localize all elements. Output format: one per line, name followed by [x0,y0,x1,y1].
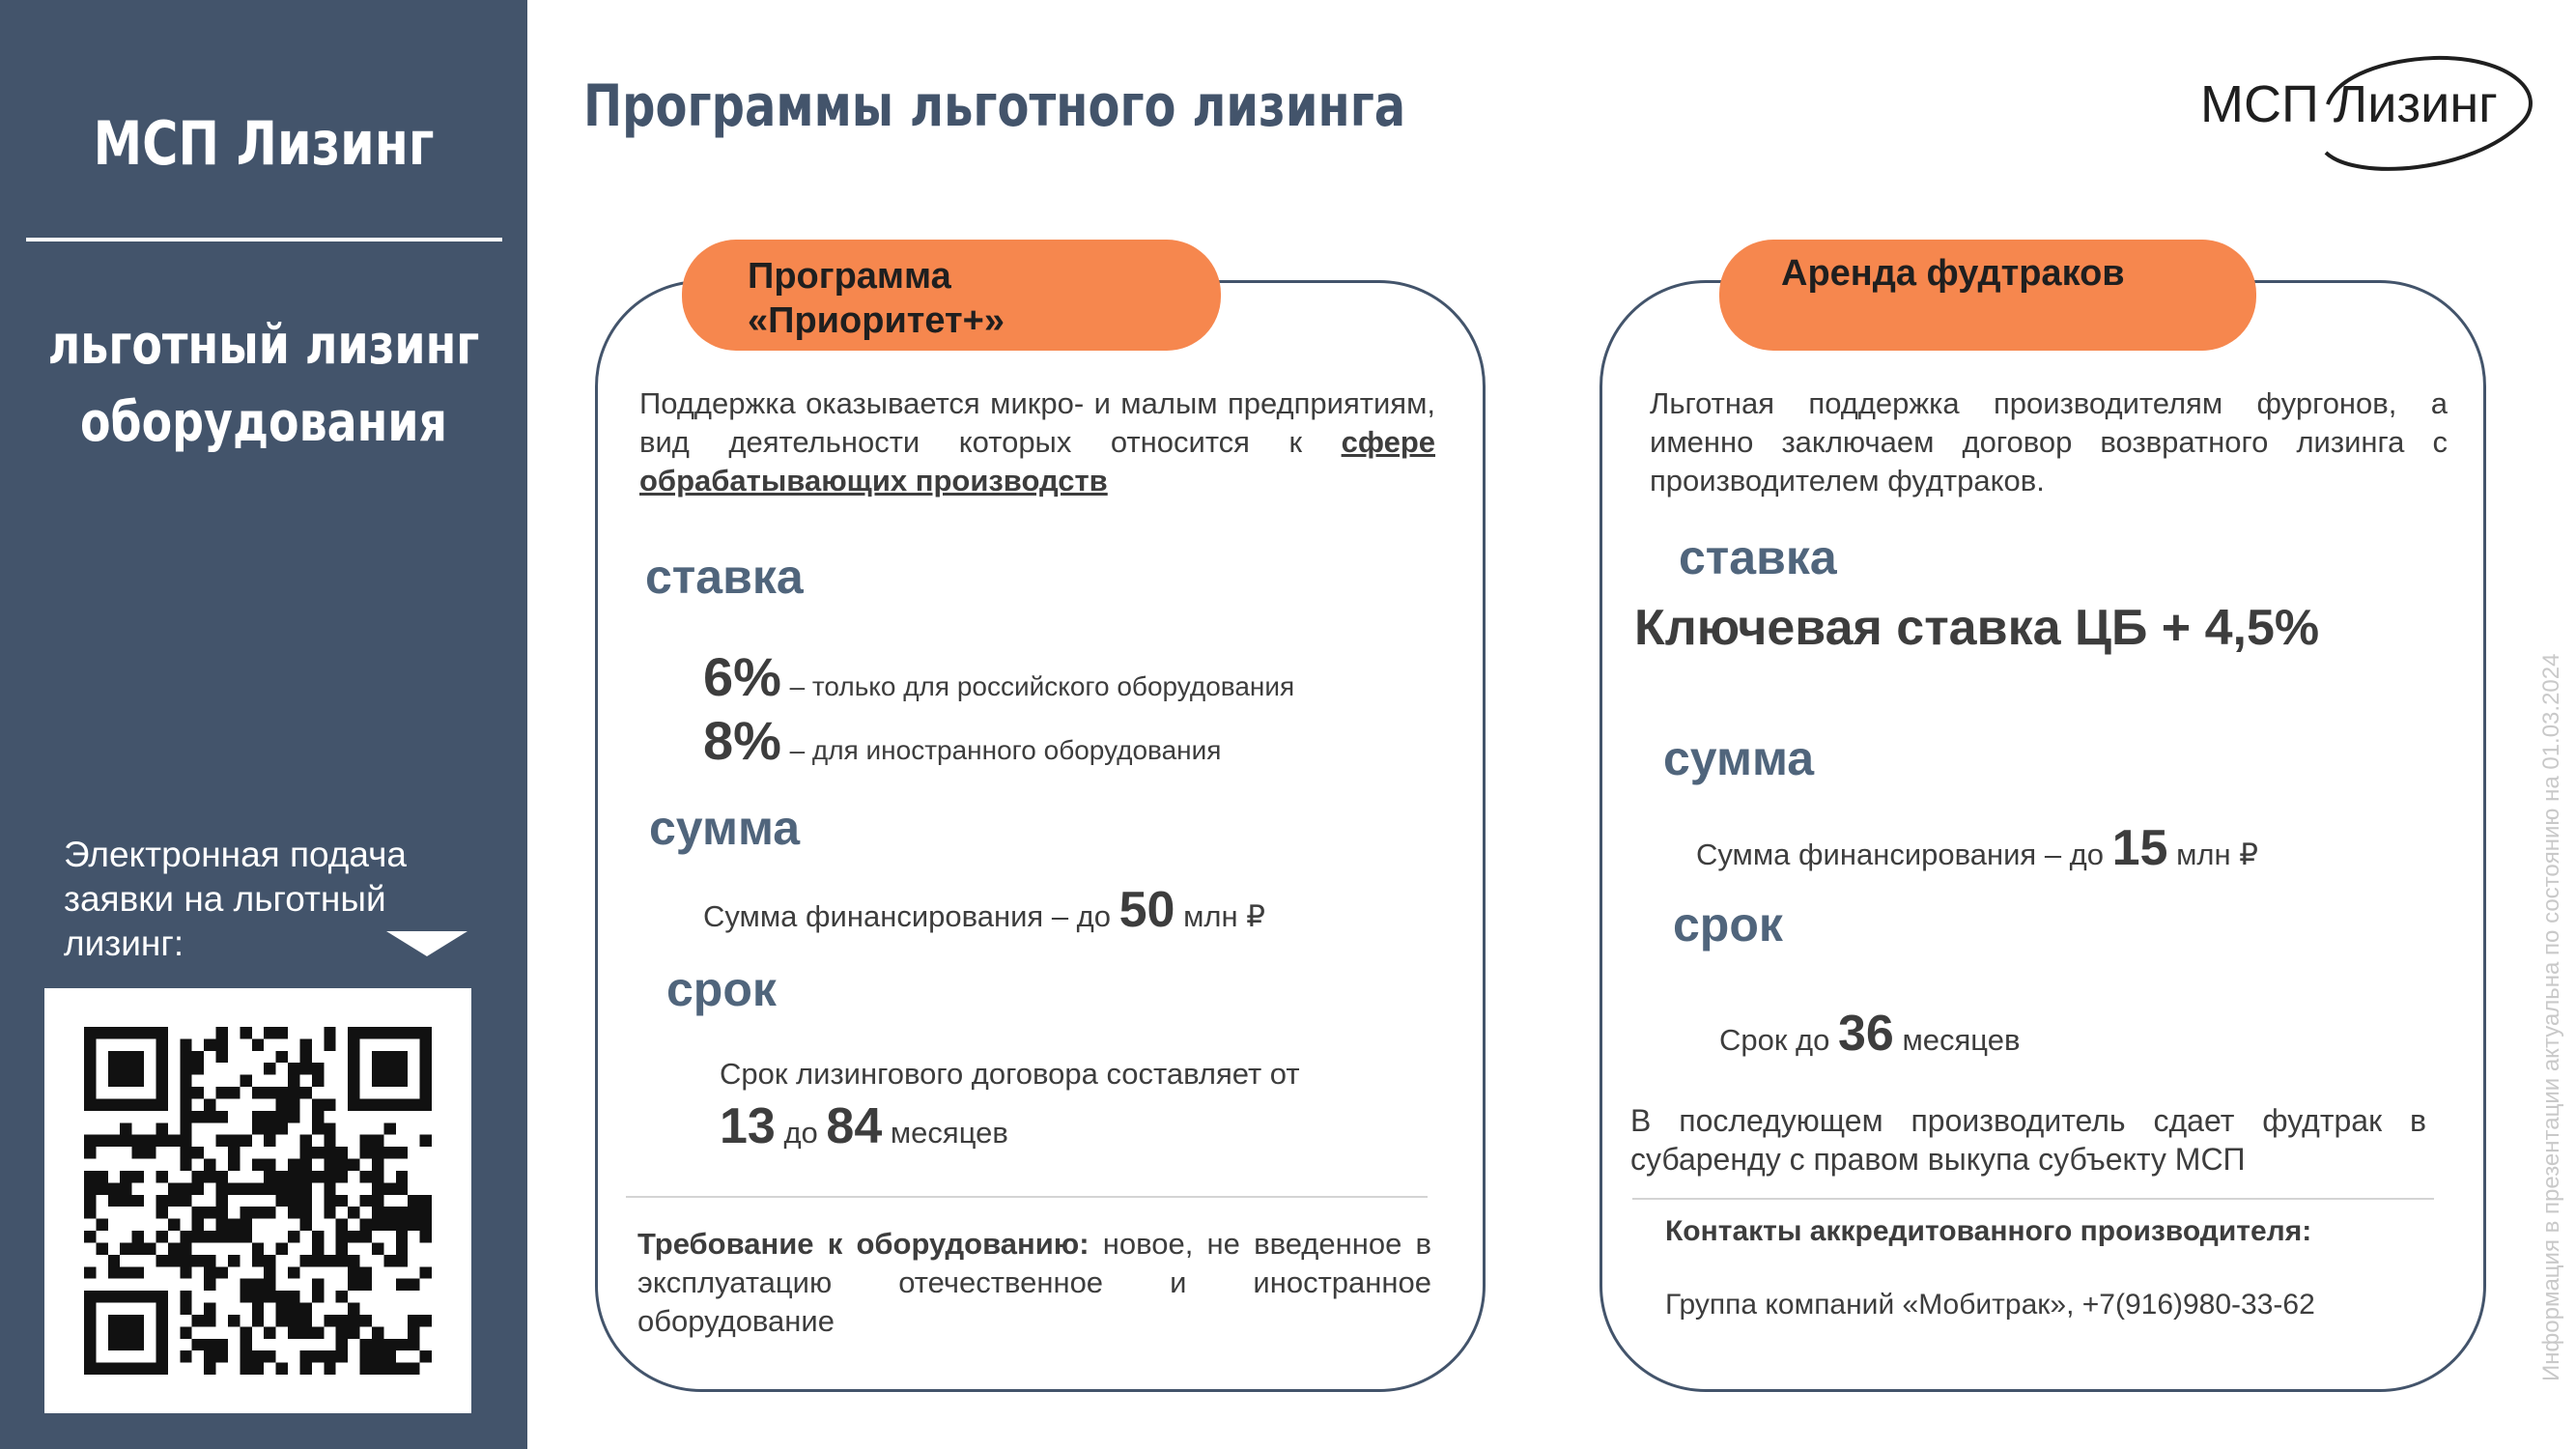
program1-description: Поддержка оказывается микро- и малым предприятиям, вид деятельности которых относится к сфере обрабатывающих производств [639,386,1435,497]
sidebar [0,0,527,1449]
program1-term-label: срок [666,962,777,1016]
program2-term-row: Срок до 36 месяцев [1719,1006,2021,1062]
program-pill-line1: Программа [748,256,951,297]
rate-russian-text: – только для российского оборудования [789,671,1295,701]
manufacturing-link[interactable]: сфере обрабатывающих производств [639,425,1435,497]
program2-contacts-title: Контакты аккредитованного производителя: [1665,1215,2312,1247]
program1-rate-label: ставка [645,550,804,604]
program2-description: Льготная поддержка производителям фургонов, а именно заключаем договор возвратного лизинга с производителем фудтраков. [1650,386,2448,497]
program-pill-food-trucks [1719,240,2256,351]
sum-value: 50 [1118,882,1175,938]
program1-term-line1: Срок лизингового договора составляет от [720,1057,1300,1091]
program1-sum-label: сумма [649,801,801,855]
program1-requirement: Требование к оборудованию: новое, не введенное в эксплуатацию отечественное и иностранное оборудование [637,1227,1432,1338]
program2-sum-row: Сумма финансирования – до 15 млн ₽ [1696,820,2258,876]
program1-divider [626,1196,1428,1198]
program-pill-priority-plus [682,240,1221,351]
sum-value: 15 [2111,820,2168,876]
program1-sum-row: Сумма финансирования – до 50 млн ₽ [703,882,1265,938]
msp-leasing-logo [2193,37,2540,191]
rate-russian-value: 6% [703,646,781,707]
logo-text: МСП Лизинг [2200,75,2498,133]
validity-note: Информация в презентации актуальна по состоянию на 01.03.2024 [2538,653,2564,1381]
program2-sum-label: сумма [1663,731,1815,785]
qr-code[interactable] [44,988,471,1413]
sidebar-divider [26,238,502,242]
program1-rate-row-2 [703,709,1221,772]
apply-instruction: Электронная подача заявки на льготный лизинг: [64,835,408,963]
page-title: Программы льготного лизинга [583,72,1406,140]
term-from-value: 13 [720,1098,776,1154]
sidebar-subtitle-line1: льготный лизинг [47,314,480,377]
term-to-value: 84 [826,1098,883,1154]
term-value: 36 [1838,1006,1894,1062]
program2-rate-value: Ключевая ставка ЦБ + 4,5% [1634,600,2320,656]
program2-rate-label: ставка [1679,530,1837,584]
down-arrow-icon [386,931,467,956]
sidebar-brand-title: МСП Лизинг [93,108,435,179]
rate-foreign-value: 8% [703,710,781,771]
program-pill-label: Аренда фудтраков [1781,253,2125,294]
sidebar-subtitle [47,307,480,462]
program2-divider [1632,1198,2434,1200]
program2-term-label: срок [1673,897,1783,952]
program1-term-row: 13 до 84 месяцев [720,1098,1008,1154]
program1-rate-row-1 [703,645,1294,708]
rate-foreign-text: – для иностранного оборудования [789,735,1222,765]
program2-sublease: В последующем производитель сдает фудтрак в субаренду с правом выкупа субъекту МСП [1630,1103,2426,1177]
program2-contacts-text: Группа компаний «Мобитрак», +7(916)980-33-62 [1665,1289,2315,1321]
requirement-label: Требование к оборудованию: [637,1227,1090,1261]
sidebar-subtitle-line2: оборудования [79,391,448,454]
qr-code-icon [84,1027,432,1375]
program-pill-line2: «Приоритет+» [748,300,1005,341]
